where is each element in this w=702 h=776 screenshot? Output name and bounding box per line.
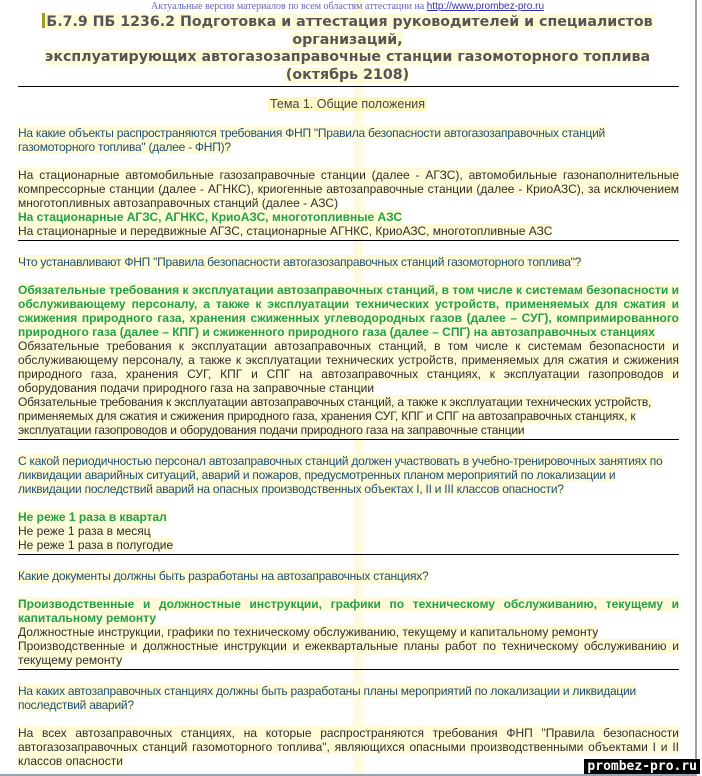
answer-option[interactable]: На стационарные и передвижные АГЗС, стационарные АГНКС, КриоАЗС, многотопливные АЗС xyxy=(18,224,553,238)
question-text: На каких автозаправочных станциях должны быть разработаны планы мероприятий по локализации и ликвидации последствий аварий? xyxy=(18,684,636,712)
title-line-3: (октябрь 2108) xyxy=(285,66,410,83)
divider xyxy=(18,554,679,555)
divider xyxy=(18,669,679,670)
banner-link[interactable]: http://www.prombez-pro.ru xyxy=(426,1,545,12)
title-line-1: Б.7.9 ПБ 1236.2 Подготовка и аттестация руководителей и специалистов организаций, xyxy=(46,14,653,48)
answer-option[interactable]: На стационарные автомобильные газозаправочные станции (далее - АГЗС), автомобильные газонаполнительные компрессорные станции (далее - АГНКС), криогенные автозаправочные станции (далее - КриоАЗС), за исключением многотопливных автозаправочных станций (далее - АЗС) xyxy=(18,168,679,210)
question-text: Какие документы должны быть разработаны на автозаправочных станциях? xyxy=(18,569,429,583)
watermark: prombez-pro.ru xyxy=(584,759,700,774)
correct-answer[interactable]: На стационарные АГЗС, АГНКС, КриоАЗС, многотопливные АЗС xyxy=(18,210,403,224)
answer-option[interactable]: Не реже 1 раза в полугодие xyxy=(18,538,174,552)
answer-option[interactable]: Не реже 1 раза в месяц xyxy=(18,524,151,538)
question-text: С какой периодичностью персонал автозаправочных станций должен участвовать в учебно-тренировочных занятиях по ликвидации аварийных ситуаций, аварий и пожаров, предусмотренных планом мероприятий по локализации и ликвидации последствий аварий на опасных производственных объектах I, II и III классов опасности? xyxy=(18,454,663,496)
correct-answer[interactable]: Производственные и должностные инструкции, графики по техническому обслуживанию, текущему и капитальному ремонту xyxy=(18,597,679,625)
answer-option[interactable]: Должностные инструкции, графики по техническому обслуживанию, текущему и капитальному ремонту xyxy=(18,625,599,639)
divider xyxy=(18,439,679,440)
question-text: На какие объекты распространяются требования ФНП "Правила безопасности автогазозаправочных станций газомоторного топлива" (далее - ФНП)? xyxy=(18,126,606,154)
answer-option[interactable]: Обязательные требования к эксплуатации автозаправочных станций, а также к эксплуатации технических устройств, применяемых для сжатия и сжижения природного газа, хранения СУГ, КПГ и СПГ на автозаправочных станциях, к эксплуатации газопроводов и оборудования подачи природного газа на заправочные станции xyxy=(18,395,652,437)
page-title xyxy=(18,13,677,84)
answer-option[interactable]: Производственные и должностные инструкции и ежеквартальные планы работ по техническому обслуживанию и текущему ремонту xyxy=(18,639,679,667)
question-text: Что устанавливают ФНП "Правила безопасности автогазозаправочных станций газомоторного топлива"? xyxy=(18,255,582,269)
divider xyxy=(18,240,679,241)
banner xyxy=(0,0,695,13)
answer-option[interactable]: На всех автозаправочных станциях, на которые распространяются требования ФНП "Правила безопасности автогазозаправочных станций газомоторного топлива", являющихся опасными производственными объектами I и II классов опасности xyxy=(18,726,679,768)
theme-heading: Тема 1. Общие положения xyxy=(269,97,426,111)
divider xyxy=(18,86,679,87)
correct-answer[interactable]: Не реже 1 раза в квартал xyxy=(18,510,167,524)
correct-answer[interactable]: Обязательные требования к эксплуатации автозаправочных станций, в том числе к системам безопасности и обслуживающему персоналу, а также к эксплуатации технических устройств, применяемых для сжатия и сжижения природного газа, хранения сжиженных углеводородных газов (далее – СУГ), компримированного природного газа (далее – КПГ) и сжиженного природного газа (далее – СПГ) на автозаправочных станциях xyxy=(18,283,679,339)
banner-text: Актуальные версии материалов по всем областям аттестации на xyxy=(150,1,425,12)
title-line-2: эксплуатирующих автогазозаправочные станции газомоторного топлива xyxy=(44,49,651,65)
cursor-mark xyxy=(42,13,45,28)
answer-option[interactable]: Обязательные требования к эксплуатации автозаправочных станций, в том числе к системам безопасности и обслуживающему персоналу, а также к эксплуатации технических устройств, применяемых для сжатия и сжижения природного газа, хранения СУГ, КПГ и СПГ на автозаправочных станциях, к эксплуатации газопроводов и оборудования подачи природного газа на заправочные станции xyxy=(18,339,679,395)
